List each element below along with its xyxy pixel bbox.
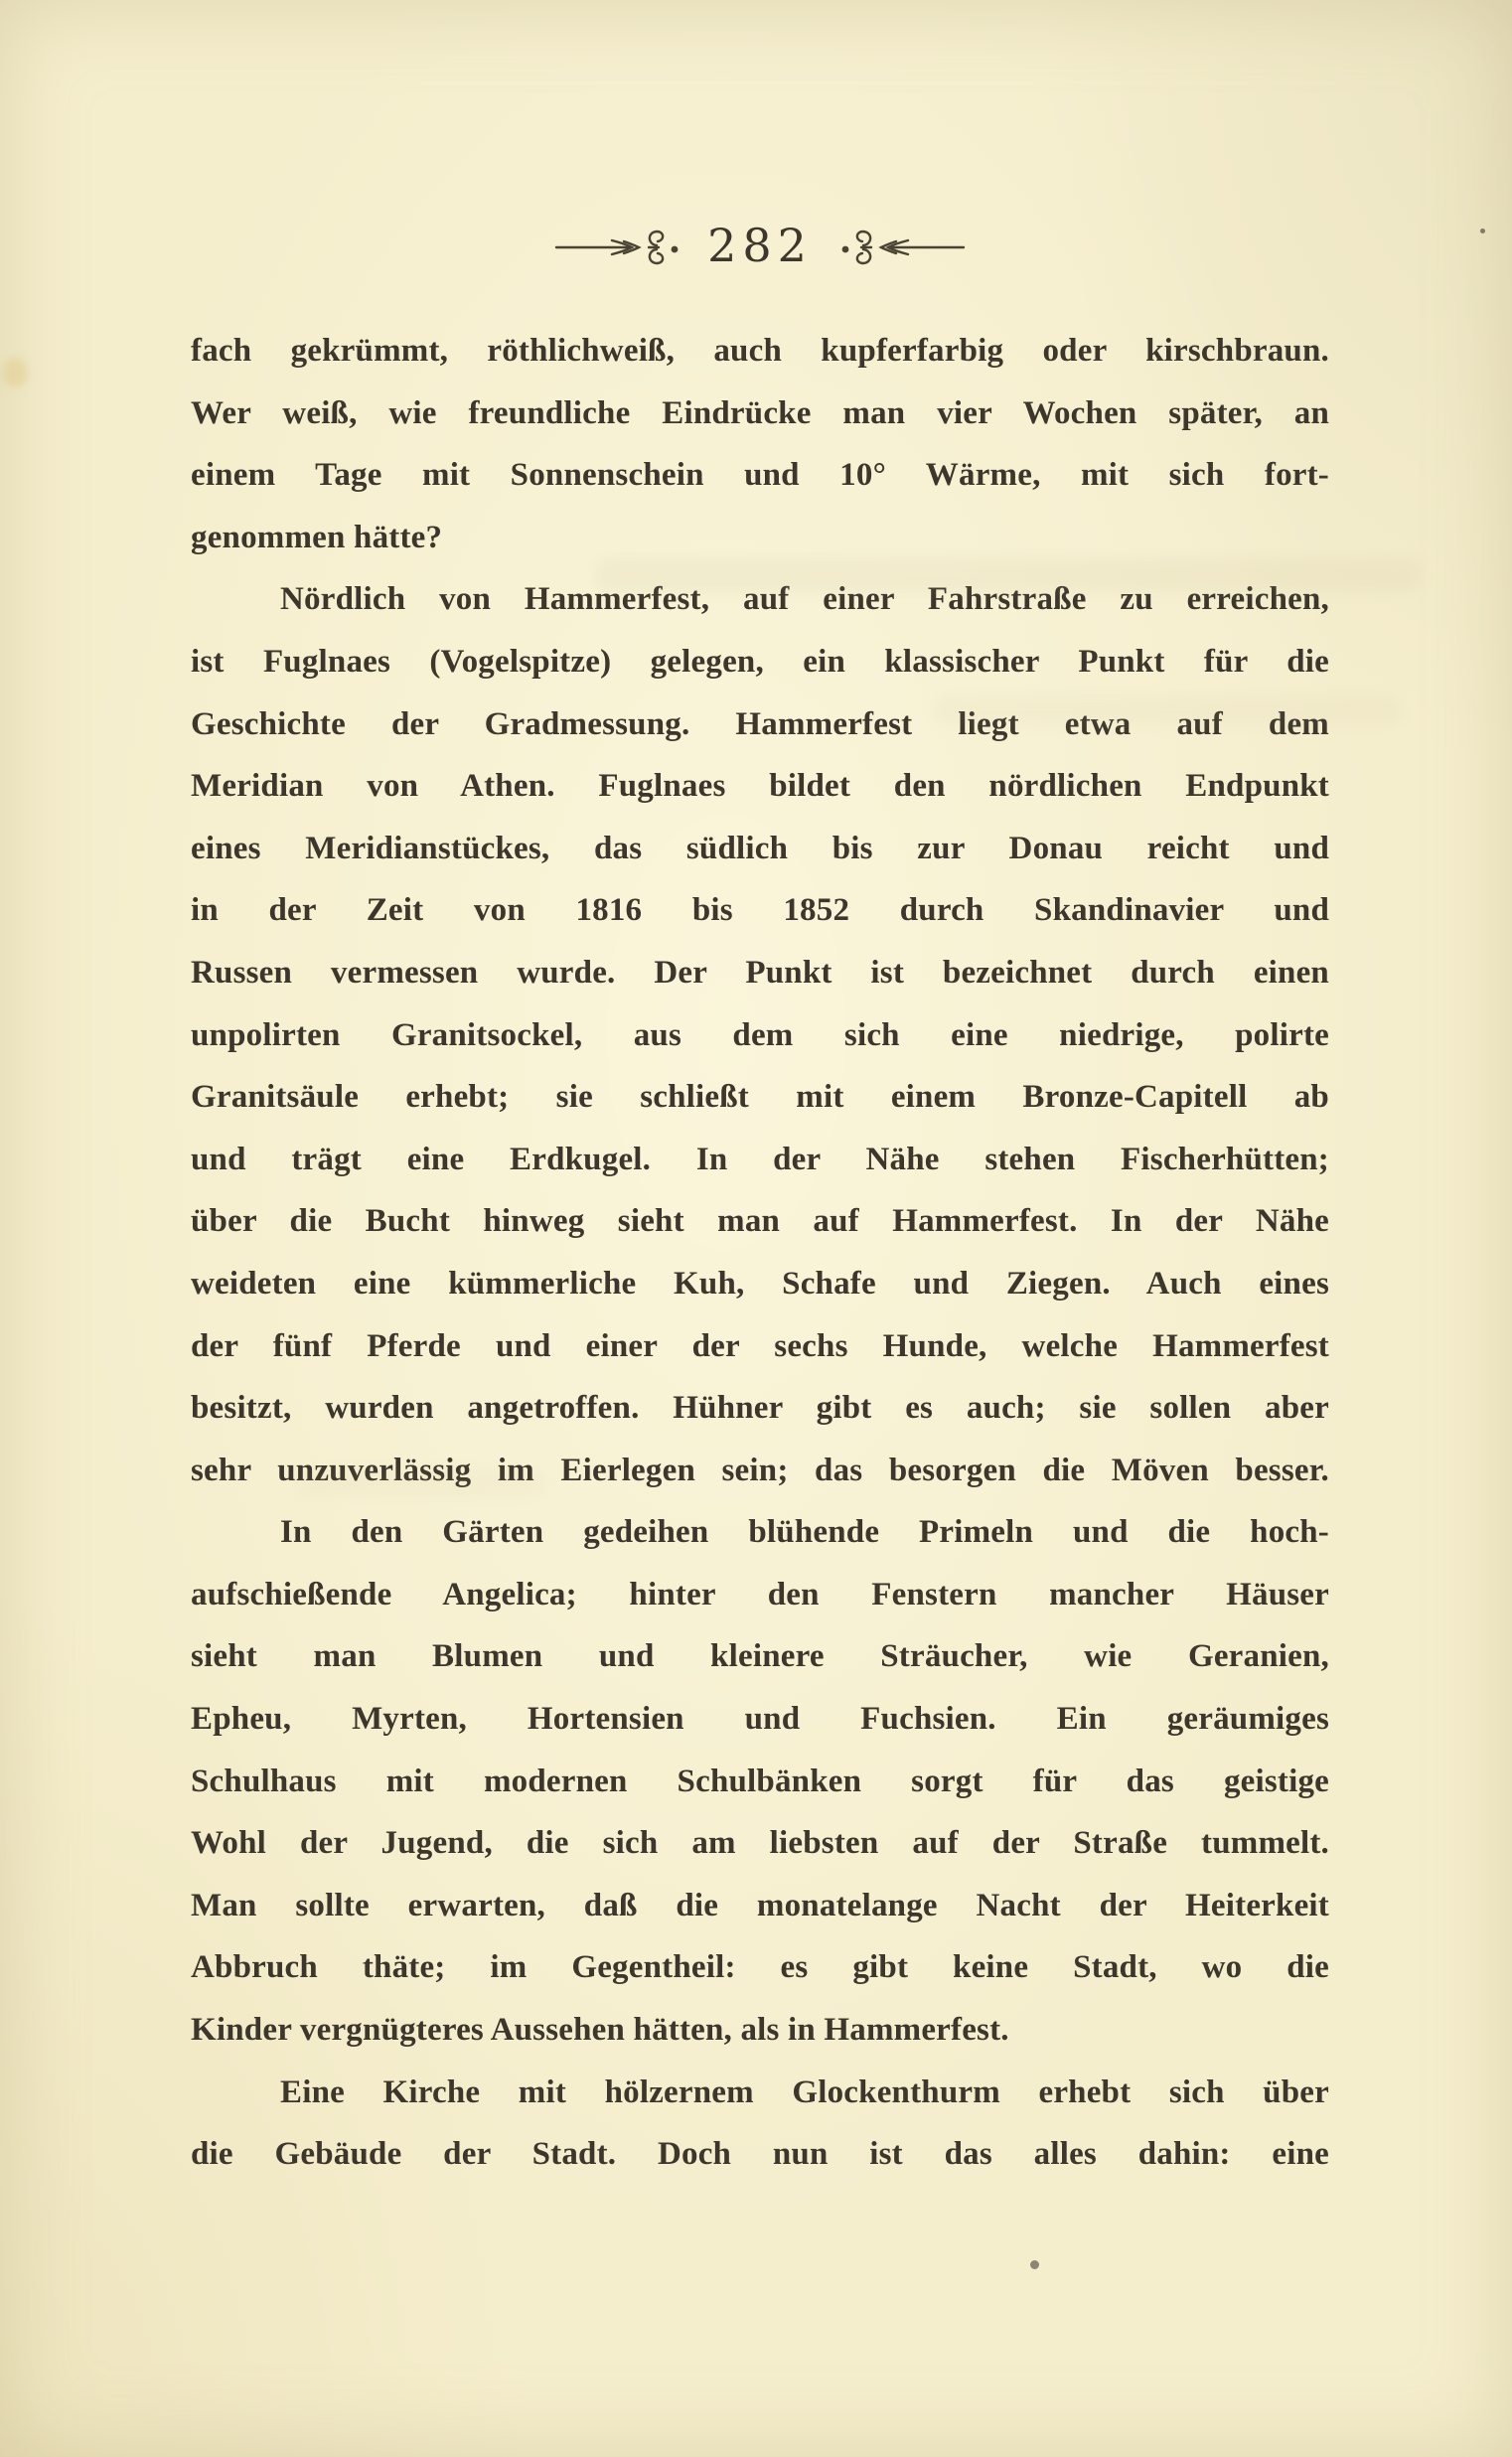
text-line: weideten eine kümmerliche Kuh, Schafe und Ziegen. Auch eines xyxy=(191,1265,1329,1302)
text-line: genommen hätte? xyxy=(191,519,443,555)
text-line: ist Fuglnaes (Vogelspitze) gelegen, ein klassischer Punkt für die xyxy=(191,643,1329,680)
text-line: und trägt eine Erdkugel. In der Nähe stehen Fischerhütten; xyxy=(191,1141,1329,1177)
text-line: Granitsäule erhebt; sie schließt mit einem Bronze-Capitell ab xyxy=(191,1079,1329,1116)
ink-speck xyxy=(1030,2260,1039,2269)
ink-speck xyxy=(1480,229,1485,233)
text-line: Man sollte erwarten, daß die monatelange Nacht der Heiterkeit xyxy=(191,1887,1329,1923)
text-line: In den Gärten gedeihen blühende Primeln und die hoch- xyxy=(280,1514,1329,1551)
text-block xyxy=(191,320,1329,2186)
text-line: Wohl der Jugend, die sich am liebsten auf der Straße tummelt. xyxy=(191,1825,1329,1862)
text-line: unpolirten Granitsockel, aus dem sich eine niedrige, polirte xyxy=(191,1016,1329,1053)
text-line: der fünf Pferde und einer der sechs Hunde, welche Hammerfest xyxy=(191,1327,1329,1364)
text-line: einem Tage mit Sonnenschein und 10° Wärme, mit sich fort- xyxy=(191,457,1329,494)
text-line: Meridian von Athen. Fuglnaes bildet den nördlichen Endpunkt xyxy=(191,768,1329,805)
text-line: die Gebäude der Stadt. Doch nun ist das alles dahin: eine xyxy=(191,2136,1329,2173)
text-line: Wer weiß, wie freundliche Eindrücke man vier Wochen später, an xyxy=(191,394,1329,431)
text-line: fach gekrümmt, röthlichweiß, auch kupferfarbig oder kirschbraun. xyxy=(191,333,1329,369)
text-line: eines Meridianstückes, das südlich bis zur Donau reicht und xyxy=(191,830,1329,866)
text-line: Eine Kirche mit hölzernem Glockenthurm erhebt sich über xyxy=(280,2073,1329,2110)
text-line: Russen vermessen wurde. Der Punkt ist bezeichnet durch einen xyxy=(191,954,1329,991)
header-ornament-right-icon xyxy=(836,226,966,269)
text-line: aufschießende Angelica; hinter den Fenstern mancher Häuser xyxy=(191,1576,1329,1612)
text-line: über die Bucht hinweg sieht man auf Hammerfest. In der Nähe xyxy=(191,1203,1329,1240)
text-line: Epheu, Myrten, Hortensien und Fuchsien. Ein geräumiges xyxy=(191,1701,1329,1738)
text-line: Abbruch thäte; im Gegentheil: es gibt keine Stadt, wo die xyxy=(191,1949,1329,1986)
text-line: sieht man Blumen und kleinere Sträucher, wie Geranien, xyxy=(191,1638,1329,1675)
text-line: in der Zeit von 1816 bis 1852 durch Skandinavier und xyxy=(191,892,1329,929)
text-line: Schulhaus mit modernen Schulbänken sorgt für das geistige xyxy=(191,1763,1329,1799)
text-line: Geschichte der Gradmessung. Hammerfest liegt etwa auf dem xyxy=(191,705,1329,742)
text-line: Kinder vergnügteres Aussehen hätten, als in Hammerfest. xyxy=(191,2012,1009,2049)
text-line: besitzt, wurden angetroffen. Hühner gibt es auch; sie sollen aber xyxy=(191,1390,1329,1427)
header-ornament-left-icon xyxy=(554,226,683,269)
text-line: Nördlich von Hammerfest, auf einer Fahrstraße zu erreichen, xyxy=(280,581,1329,618)
running-head xyxy=(191,219,1329,276)
paper-stain xyxy=(2,358,28,387)
text-line: sehr unzuverlässig im Eierlegen sein; das besorgen die Möven besser. xyxy=(191,1452,1329,1488)
page-number: 282 xyxy=(707,219,813,272)
